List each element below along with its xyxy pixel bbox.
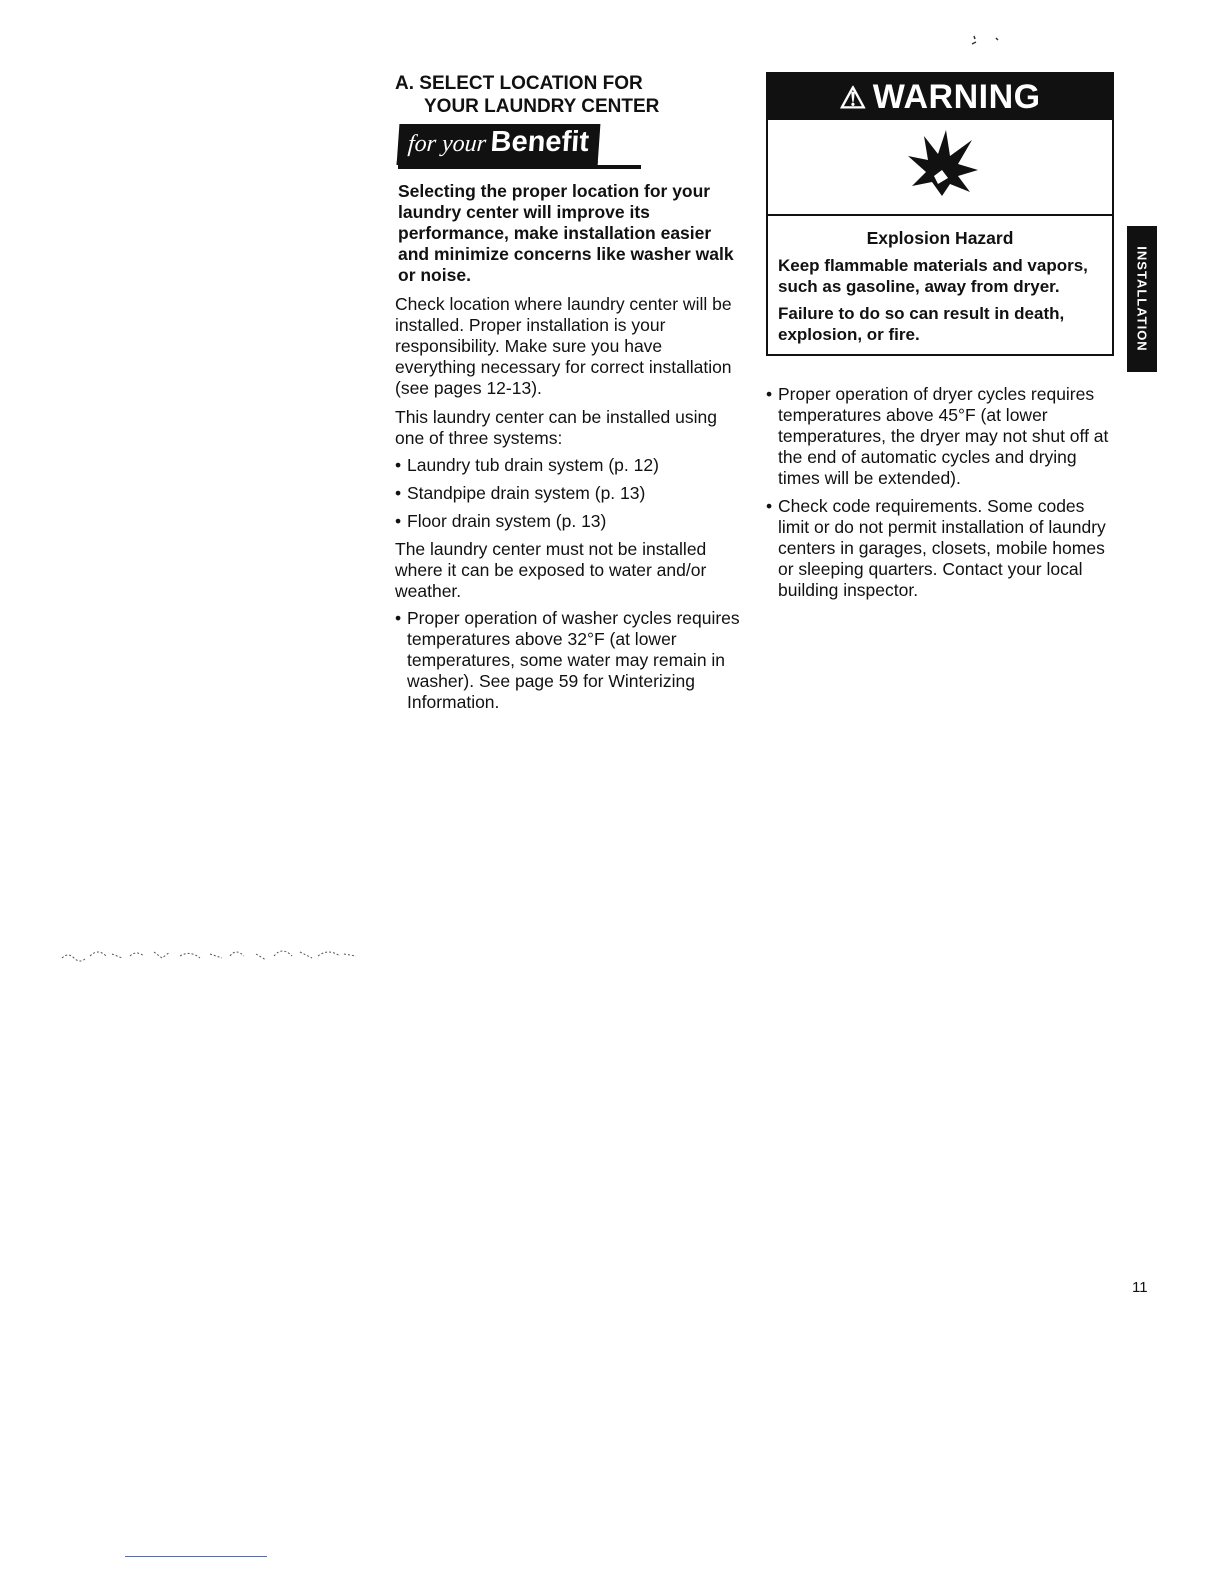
warning-header: [768, 74, 1112, 120]
bottom-rule: [125, 1556, 267, 1557]
warning-title: Explosion Hazard: [866, 228, 1014, 248]
heading-line-1: A. SELECT LOCATION FOR: [395, 73, 643, 94]
washer-notes-list: [395, 608, 745, 713]
explosion-icon: [902, 126, 982, 206]
list-item: • Check code requirements. Some codes limit or do not permit installation of laundry centers in garages, closets, mobile homes or sleeping quarters. Contact your local building inspector.: [766, 496, 1116, 601]
heading-line-2: YOUR LAUNDRY CENTER: [424, 96, 660, 117]
list-item: • Standpipe drain system (p. 13): [395, 483, 745, 504]
warning-header-text: WARNING: [872, 78, 1041, 116]
paragraph-check-location: Check location where laundry center will be installed. Proper installation is your responsibility. Make sure you have everything necessary for correct installation (see pages 12-13).: [395, 294, 732, 398]
systems-list: [395, 455, 745, 532]
section-side-tab: [1127, 226, 1157, 372]
benefit-banner-wrap: [398, 118, 745, 169]
right-column: [766, 378, 1116, 608]
benefit-banner: [397, 124, 601, 165]
left-column: [395, 72, 745, 720]
warning-text-2: Failure to do so can result in death, explosion, or fire.: [778, 304, 1065, 344]
list-item: • Laundry tub drain system (p. 12): [395, 455, 745, 476]
benefit-big-text: Benefit: [489, 126, 591, 158]
scan-noise: [60, 944, 360, 966]
warning-text-1: Keep flammable materials and vapors, such as gasoline, away from dryer.: [778, 256, 1088, 296]
explosion-icon-area: [768, 120, 1112, 216]
list-item: • Proper operation of dryer cycles requires temperatures above 45°F (at lower temperatures, the dryer may not shut off at the end of automatic cycles and drying times will be extended).: [766, 384, 1116, 489]
list-item: • Floor drain system (p. 13): [395, 511, 745, 532]
scan-specks: [964, 30, 1004, 50]
paragraph-exposure: The laundry center must not be installed where it can be exposed to water and/or weather.: [395, 539, 707, 601]
lead-paragraph: Selecting the proper location for your laundry center will improve its performance, make installation easier and minimize concerns like washer walk or noise.: [398, 181, 734, 285]
side-tab-label: INSTALLATION: [1134, 246, 1150, 352]
list-item: • Proper operation of washer cycles requires temperatures above 32°F (at lower temperatures, some water may remain in washer). See page 59 for Winterizing Information.: [395, 608, 745, 713]
benefit-underline: [398, 165, 641, 169]
warning-box: [766, 72, 1114, 356]
benefit-small-text: for your: [407, 131, 487, 157]
page-number: 11: [1132, 1279, 1148, 1296]
dryer-notes-list: [766, 384, 1116, 601]
section-heading: [395, 72, 745, 118]
warning-triangle-icon: ⚠: [839, 82, 867, 115]
paragraph-systems-intro: This laundry center can be installed using one of three systems:: [395, 407, 717, 448]
